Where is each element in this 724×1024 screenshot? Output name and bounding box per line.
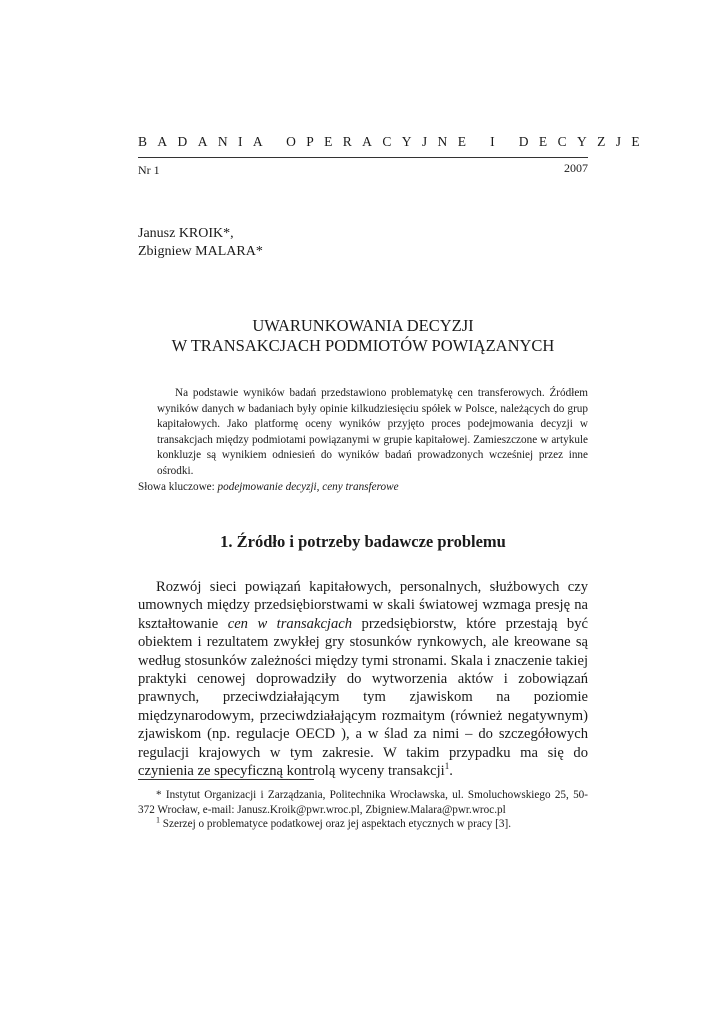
footnote-reference[interactable]: 1 [444,761,450,772]
abstract: Na podstawie wyników badań przedstawiono problematykę cen transferowych. Źródłem wyników danych w badaniach były opinie kilkudziesięciu spółek w Polsce, należących do grup kapitałowych. Jako platformę oceny wyników przyjęto proces podejmowania decyzji w transakcjach między podmiotami powiązanymi w grupie kapitałowej. Zamieszczone w artykule konkluzje są wynikiem odniesień do wyników badań prowadzonych wcześniej przez inne ośrodki. [157,387,588,477]
footnote-1-text: Szerzej o problematyce podatkowej oraz jej aspektach etycznych w pracy [3]. [160,818,512,830]
author-2: Zbigniew MALARA* [138,244,263,259]
paper-title [138,316,588,356]
keywords-value: podejmowanie decyzji, ceny transferowe [217,481,399,493]
body-text-1: Rozwój sieci powiązań kapitałowych, personalnych, służbowych czy umownych między przedsiębiorstwami w skali światowej wzmaga presję na kształtowanie [138,579,588,632]
footnote-affiliation: * Instytut Organizacji i Zarządzania, Politechnika Wrocławska, ul. Smoluchowskiego 25, 50-372 Wrocław, e-mail: Janusz.Kroik@pwr.wroc.pl, Zbigniew.Malara@pwr.wroc.pl [138,789,588,816]
body-text-end: . [449,763,453,780]
author-list [138,225,263,261]
body-paragraph [138,578,588,780]
section-heading: 1. Źródło i potrzeby badawcze problemu [220,532,506,551]
author-1: Janusz KROIK*, [138,226,234,241]
footnote-rule [138,779,314,780]
issue-year: 2007 [564,161,588,175]
footnote-1 [138,817,588,832]
keywords [138,481,399,493]
issue-number: Nr 1 [138,163,160,177]
body-italic-term: cen w transakcjach [227,615,353,632]
body-text-2: przedsiębiorstw, które przestają być obiektem i rezultatem zwykłej gry stosunków rynkowych, ale kreowane są według stosunków zależności między tymi stronami. Skala i znaczenie takiej praktyki cenowej doprowadziły do wytworzenia aktów i zobowiązań prawnych, przeciwdziałającym tym zjawiskom na poziomie międzynarodowym, przeciwdziałającym rozmaitym (również negatywnym) zjawiskom (np. regulacje OECD ), a w ślad za nimi – do szczegółowych regulacji krajowych w tym zakresie. W takim przypadku ma się do czynienia ze specyficzną kontrolą wyceny transakcji [138,615,588,780]
keywords-label: Słowa kluczowe: [138,481,215,493]
journal-title: BADANIA OPERACYJNE I DECYZJE [138,134,651,149]
footnote-1-mark: 1 [156,815,160,825]
paper-title-line-1: UWARUNKOWANIA DECYZJI [252,316,474,335]
paper-title-line-2: W TRANSAKCJACH PODMIOTÓW POWIĄZANYCH [171,336,555,355]
header-rule [138,157,588,158]
